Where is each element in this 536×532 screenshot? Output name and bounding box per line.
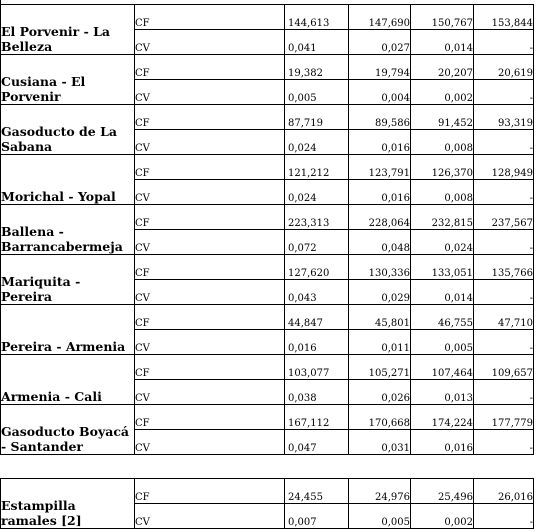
cf-value: 147,690 [349, 5, 411, 30]
cf-value: 128,949 [474, 155, 534, 180]
cv-value: 0,016 [349, 130, 411, 155]
cf-label: CF [135, 305, 285, 330]
cv-value: - [474, 430, 534, 455]
cf-value: 121,212 [285, 155, 349, 180]
cv-value: 0,041 [285, 30, 349, 55]
cv-value: 0,038 [285, 380, 349, 405]
table-row-cf [1, 105, 534, 130]
table-row-cf [1, 355, 534, 380]
route-name: Armenia - Cali [1, 355, 135, 405]
cv-label: CV [135, 330, 285, 355]
cf-value: 135,766 [474, 255, 534, 280]
cv-value: 0,005 [349, 504, 411, 529]
cv-value: 0,007 [285, 504, 349, 529]
cf-value: 19,794 [349, 55, 411, 80]
cf-value: 93,319 [474, 105, 534, 130]
cf-label: CF [135, 155, 285, 180]
cv-label: CV [135, 504, 285, 529]
cf-label: CF [135, 105, 285, 130]
table-row-cf [1, 155, 534, 180]
cf-value: 19,382 [285, 55, 349, 80]
cv-value: - [474, 280, 534, 305]
route-name: Pereira - Armenia [1, 305, 135, 355]
cv-value: - [474, 230, 534, 255]
cf-value: 174,224 [411, 405, 474, 430]
cf-value: 232,815 [411, 205, 474, 230]
cf-value: 223,313 [285, 205, 349, 230]
cf-value: 26,016 [474, 479, 534, 504]
cv-value: 0,024 [285, 130, 349, 155]
cv-label: CV [135, 230, 285, 255]
cv-value: 0,004 [349, 80, 411, 105]
tariff-table [0, 4, 534, 455]
table-row-cf [1, 55, 534, 80]
cv-value: 0,072 [285, 230, 349, 255]
cf-value: 103,077 [285, 355, 349, 380]
cv-value: - [474, 30, 534, 55]
cv-value: 0,013 [411, 380, 474, 405]
cf-value: 237,567 [474, 205, 534, 230]
cf-label: CF [135, 255, 285, 280]
route-name: Mariquita - Pereira [1, 255, 135, 305]
cf-label: CF [135, 205, 285, 230]
cv-value: 0,024 [285, 180, 349, 205]
cv-value: 0,002 [411, 504, 474, 529]
estampilla-table [0, 478, 534, 529]
cv-value: 0,027 [349, 30, 411, 55]
cv-value: 0,016 [285, 330, 349, 355]
cv-value: - [474, 330, 534, 355]
cf-value: 105,271 [349, 355, 411, 380]
cf-label: CF [135, 55, 285, 80]
cf-label: CF [135, 355, 285, 380]
route-name: Ballena - Barrancabermeja [1, 205, 135, 255]
cf-value: 126,370 [411, 155, 474, 180]
cv-label: CV [135, 130, 285, 155]
route-name: Morichal - Yopal [1, 155, 135, 205]
cf-value: 170,668 [349, 405, 411, 430]
cf-value: 133,051 [411, 255, 474, 280]
cv-value: 0,008 [411, 180, 474, 205]
cv-label: CV [135, 280, 285, 305]
cf-value: 24,455 [285, 479, 349, 504]
cv-value: 0,016 [411, 430, 474, 455]
cf-value: 45,801 [349, 305, 411, 330]
cv-value: 0,014 [411, 280, 474, 305]
cv-value: 0,011 [349, 330, 411, 355]
cf-value: 20,619 [474, 55, 534, 80]
cf-label: CF [135, 5, 285, 30]
cf-value: 144,613 [285, 5, 349, 30]
cv-value: 0,005 [285, 80, 349, 105]
cv-value: 0,031 [349, 430, 411, 455]
cv-value: 0,002 [411, 80, 474, 105]
cv-value: 0,005 [411, 330, 474, 355]
cf-value: 89,586 [349, 105, 411, 130]
cf-value: 25,496 [411, 479, 474, 504]
cv-label: CV [135, 430, 285, 455]
route-name: Cusiana - El Porvenir [1, 55, 135, 105]
cv-value: 0,043 [285, 280, 349, 305]
cv-label: CV [135, 380, 285, 405]
cv-value: - [474, 80, 534, 105]
cf-value: 107,464 [411, 355, 474, 380]
route-name: Estampilla ramales [2] [1, 479, 135, 529]
cv-value: 0,008 [411, 130, 474, 155]
route-name: Gasoducto de La Sabana [1, 105, 135, 155]
cf-value: 44,847 [285, 305, 349, 330]
cf-value: 109,657 [474, 355, 534, 380]
cf-value: 91,452 [411, 105, 474, 130]
table-row-cf [1, 205, 534, 230]
cf-value: 228,064 [349, 205, 411, 230]
route-name: Gasoducto Boyacá - Santander [1, 405, 135, 455]
cv-value: 0,047 [285, 430, 349, 455]
cv-value: 0,048 [349, 230, 411, 255]
cv-label: CV [135, 80, 285, 105]
cv-value: 0,029 [349, 280, 411, 305]
cv-value: - [474, 180, 534, 205]
cf-value: 127,620 [285, 255, 349, 280]
cf-value: 150,767 [411, 5, 474, 30]
table-row-cf [1, 405, 534, 430]
cv-value: 0,026 [349, 380, 411, 405]
cf-value: 167,112 [285, 405, 349, 430]
table-row-cf [1, 5, 534, 30]
cf-value: 87,719 [285, 105, 349, 130]
table-row-cf [1, 479, 534, 504]
cv-label: CV [135, 180, 285, 205]
cv-value: - [474, 504, 534, 529]
cf-value: 153,844 [474, 5, 534, 30]
cv-label: CV [135, 30, 285, 55]
cf-value: 46,755 [411, 305, 474, 330]
cf-value: 20,207 [411, 55, 474, 80]
cf-value: 177,779 [474, 405, 534, 430]
cv-value: - [474, 380, 534, 405]
cf-value: 24,976 [349, 479, 411, 504]
cv-value: - [474, 130, 534, 155]
cf-label: CF [135, 479, 285, 504]
cf-value: 47,710 [474, 305, 534, 330]
cv-value: 0,014 [411, 30, 474, 55]
cv-value: 0,016 [349, 180, 411, 205]
cv-value: 0,024 [411, 230, 474, 255]
table-row-cf [1, 305, 534, 330]
route-name: El Porvenir - La Belleza [1, 5, 135, 55]
cf-value: 130,336 [349, 255, 411, 280]
table-row-cf [1, 255, 534, 280]
cf-label: CF [135, 405, 285, 430]
cf-value: 123,791 [349, 155, 411, 180]
